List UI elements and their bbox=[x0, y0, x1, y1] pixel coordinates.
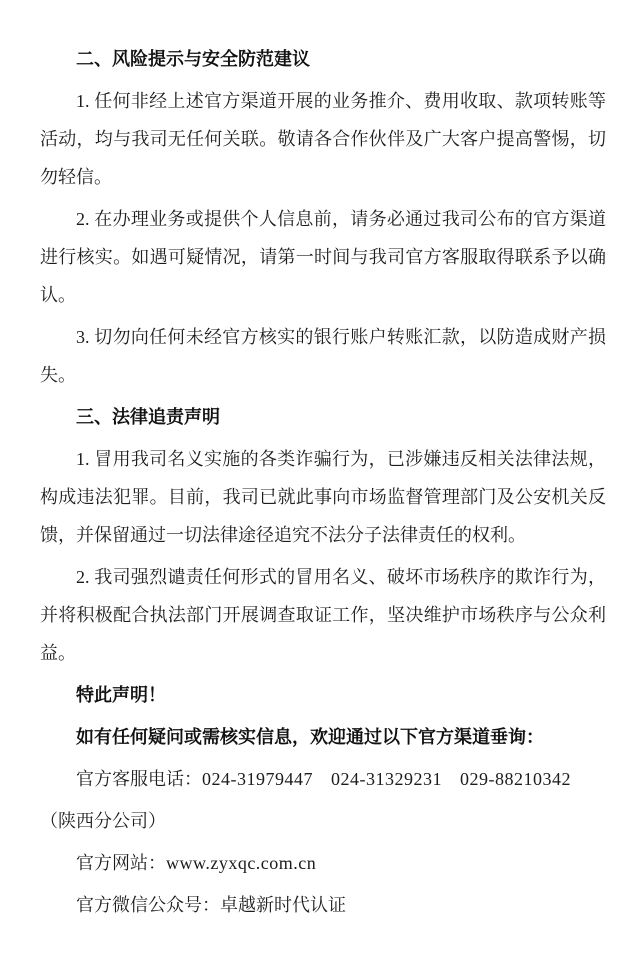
phone-number-2: 024-31329231 bbox=[331, 769, 442, 789]
branch-note: （陕西分公司） bbox=[40, 811, 166, 831]
inquiry-line: 如有任何疑问或需核实信息，欢迎通过以下官方渠道垂询： bbox=[76, 727, 544, 747]
phone-contact-line bbox=[40, 760, 606, 798]
phone-number-1: 024-31979447 bbox=[202, 769, 313, 789]
section-risk-heading: 二、风险提示与安全防范建议 bbox=[76, 49, 310, 69]
legal-paragraph-1: 1. 冒用我司名义实施的各类诈骗行为，已涉嫌违反相关法律法规，构成违法犯罪。目前，我司已就此事向市场监督管理部门及公安机关反馈，并保留通过一切法律途径追究不法分子法律责任的权利。 bbox=[40, 449, 606, 545]
wechat-contact-line bbox=[40, 886, 606, 924]
wechat-account-name: 卓越新时代认证 bbox=[220, 895, 346, 915]
section-legal-heading: 三、法律追责声明 bbox=[76, 407, 220, 427]
risk-paragraph-2: 2. 在办理业务或提供个人信息前，请务必通过我司公布的官方渠道进行核实。如遇可疑情况，请第一时间与我司官方客服取得联系予以确认。 bbox=[40, 209, 606, 305]
risk-paragraph-3: 3. 切勿向任何未经官方核实的银行账户转账汇款，以防造成财产损失。 bbox=[40, 327, 606, 385]
website-contact-line bbox=[40, 844, 606, 882]
phone-number-3: 029-88210342 bbox=[460, 769, 571, 789]
website-label: 官方网站： bbox=[76, 853, 166, 873]
website-url: www.zyxqc.com.cn bbox=[166, 853, 317, 873]
risk-paragraph-1: 1. 任何非经上述官方渠道开展的业务推介、费用收取、款项转账等活动，均与我司无任何关联。敬请各合作伙伴及广大客户提高警惕，切勿轻信。 bbox=[40, 91, 606, 187]
declaration-line: 特此声明！ bbox=[76, 685, 166, 705]
phone-label: 官方客服电话： bbox=[76, 769, 202, 789]
legal-paragraph-2: 2. 我司强烈谴责任何形式的冒用名义、破坏市场秩序的欺诈行为，并将积极配合执法部门开展调查取证工作，坚决维护市场秩序与公众利益。 bbox=[40, 567, 606, 663]
wechat-label: 官方微信公众号： bbox=[76, 895, 220, 915]
